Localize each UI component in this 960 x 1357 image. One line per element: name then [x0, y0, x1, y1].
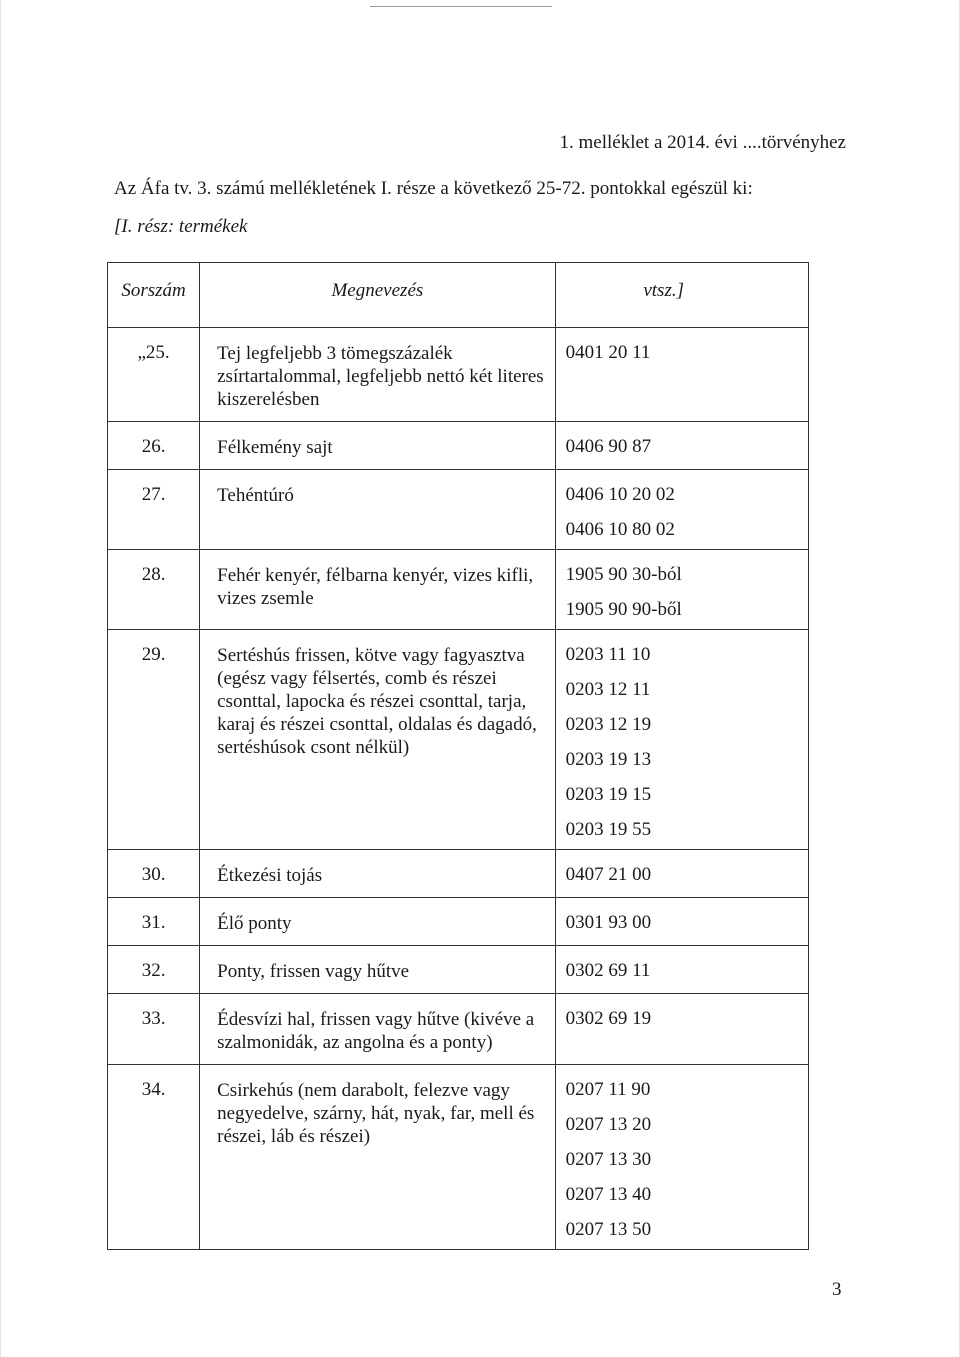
vtsz-code: 0406 10 20 02	[565, 484, 675, 505]
vtsz-code: 0406 10 80 02	[565, 519, 675, 540]
row-number: 34.	[108, 1065, 200, 1250]
table-row	[108, 422, 809, 470]
vtsz-codes	[555, 850, 808, 898]
product-name: Étkezési tojás	[200, 850, 556, 898]
vtsz-code: 0302 69 11	[565, 960, 651, 981]
vtsz-codes	[555, 328, 808, 422]
product-name: Félkemény sajt	[200, 422, 556, 470]
vtsz-codes	[555, 898, 808, 946]
table-row	[108, 850, 809, 898]
vtsz-code: 0207 13 30	[565, 1149, 652, 1170]
product-name: Tej legfeljebb 3 tömegszázalék zsírtartalommal, legfeljebb nettó két literes kiszerelésben	[200, 328, 556, 422]
table-row	[108, 470, 809, 550]
vtsz-code: 0203 12 11	[565, 679, 651, 700]
row-number: „25.	[108, 328, 200, 422]
vtsz-code: 1905 90 90-ből	[565, 599, 682, 620]
page-edge-left	[0, 0, 1, 1357]
vtsz-code: 0207 13 20	[565, 1114, 652, 1135]
vtsz-code: 0203 19 15	[565, 784, 652, 805]
table-row	[108, 328, 809, 422]
vtsz-code: 0406 90 87	[565, 436, 652, 457]
vtsz-codes	[555, 994, 808, 1065]
annex-header-note: 1. melléklet a 2014. évi ....törvényhez	[559, 132, 846, 153]
vtsz-code: 0203 12 19	[565, 714, 652, 735]
product-name: Ponty, frissen vagy hűtve	[200, 946, 556, 994]
product-name: Édesvízi hal, frissen vagy hűtve (kivéve a szalmonidák, az angolna és a ponty)	[200, 994, 556, 1065]
vtsz-codes	[555, 470, 808, 550]
row-number: 28.	[108, 550, 200, 630]
row-number: 27.	[108, 470, 200, 550]
product-name: Sertéshús frissen, kötve vagy fagyasztva (egész vagy félsertés, comb és részei csonttal, lapocka és részei csonttal, tarja, karaj és részei csonttal, oldalas és dagadó, sertéshúsok csont nélkül)	[200, 630, 556, 850]
row-number: 32.	[108, 946, 200, 994]
table-row	[108, 994, 809, 1065]
vtsz-code: 0207 11 90	[565, 1079, 651, 1100]
row-number: 30.	[108, 850, 200, 898]
vtsz-codes	[555, 630, 808, 850]
vtsz-codes	[555, 422, 808, 470]
product-name: Élő ponty	[200, 898, 556, 946]
row-number: 29.	[108, 630, 200, 850]
table-header-row	[108, 263, 809, 328]
vtsz-code: 0203 11 10	[565, 644, 651, 665]
product-name: Tehéntúró	[200, 470, 556, 550]
header-vtsz: vtsz.]	[555, 263, 808, 328]
product-name: Csirkehús (nem darabolt, felezve vagy negyedelve, szárny, hát, nyak, far, mell és részei, láb és részei)	[200, 1065, 556, 1250]
vtsz-code: 0207 13 40	[565, 1184, 652, 1205]
intro-paragraph: Az Áfa tv. 3. számú mellékletének I. része a következő 25-72. pontokkal egészül ki:	[114, 178, 753, 199]
vtsz-code: 0401 20 11	[565, 342, 651, 363]
table-row	[108, 946, 809, 994]
part-label: [I. rész: termékek	[114, 216, 248, 237]
product-name: Fehér kenyér, félbarna kenyér, vizes kifli, vizes zsemle	[200, 550, 556, 630]
row-number: 33.	[108, 994, 200, 1065]
top-rule	[370, 6, 552, 7]
vtsz-code: 0207 13 50	[565, 1219, 652, 1240]
header-sorszam: Sorszám	[108, 263, 200, 328]
row-number: 31.	[108, 898, 200, 946]
vtsz-code: 0203 19 13	[565, 749, 652, 770]
row-number: 26.	[108, 422, 200, 470]
table-row	[108, 1065, 809, 1250]
page-number: 3	[832, 1279, 842, 1300]
table-row	[108, 898, 809, 946]
vtsz-code: 0301 93 00	[565, 912, 652, 933]
table-row	[108, 630, 809, 850]
vtsz-code: 0407 21 00	[565, 864, 652, 885]
product-table	[107, 262, 809, 1250]
vtsz-codes	[555, 946, 808, 994]
vtsz-codes	[555, 550, 808, 630]
vtsz-codes	[555, 1065, 808, 1250]
table-row	[108, 550, 809, 630]
vtsz-code: 0203 19 55	[565, 819, 652, 840]
vtsz-code: 0302 69 19	[565, 1008, 652, 1029]
vtsz-code: 1905 90 30-ból	[565, 564, 682, 585]
header-megnevezes: Megnevezés	[200, 263, 556, 328]
